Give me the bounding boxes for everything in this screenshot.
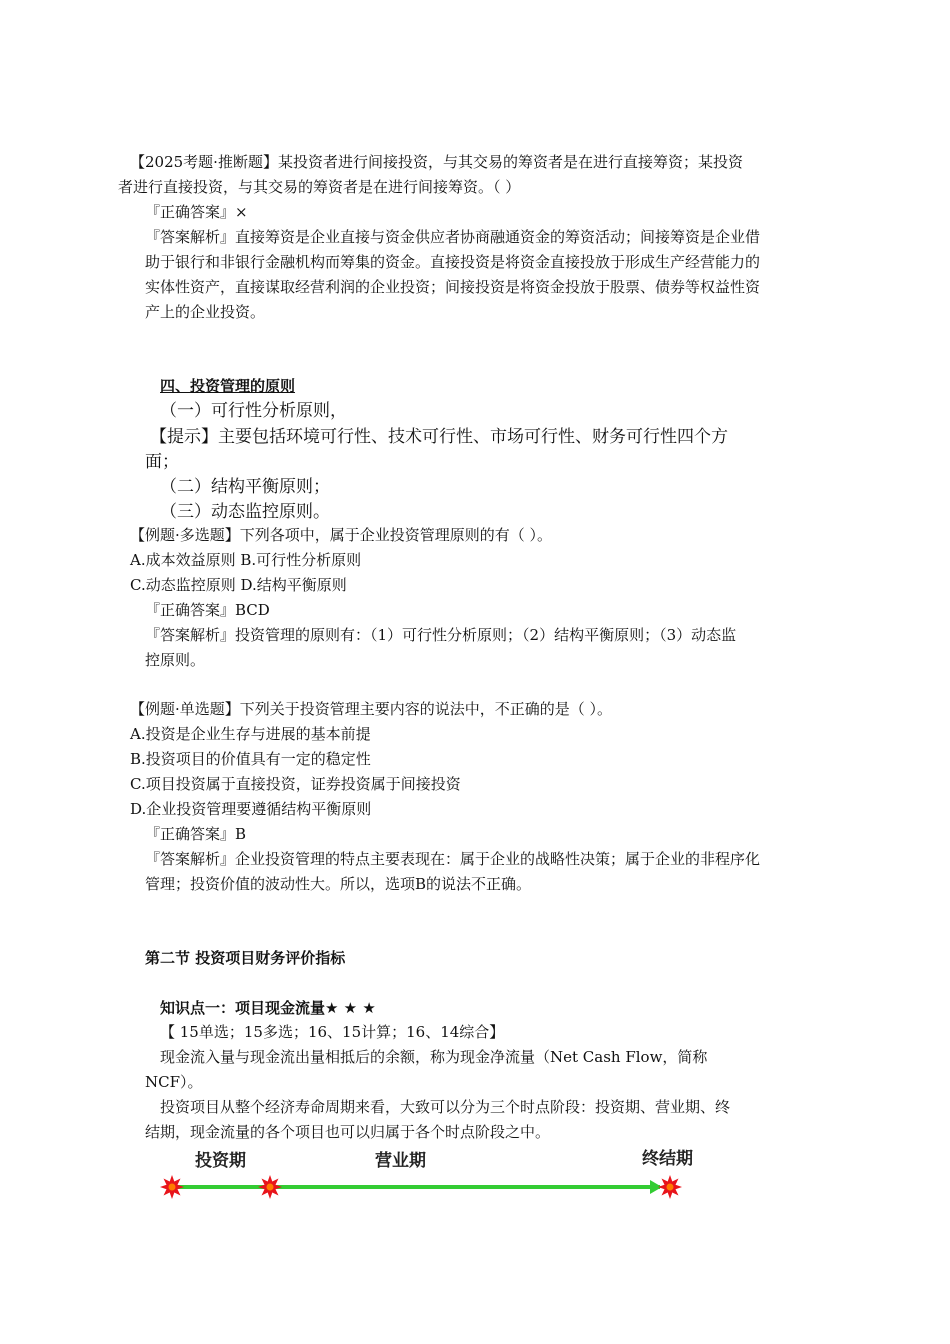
- q2-analysis-line1: 『答案解析』投资管理的原则有：（1）可行性分析原则；（2）结构平衡原则；（3）动态监: [145, 626, 737, 644]
- q2-options-ab: A.成本效益原则 B.可行性分析原则: [130, 551, 362, 569]
- q3-stem: 【例题·单选题】下列关于投资管理主要内容的说法中，不正确的是（ ）。: [130, 700, 613, 718]
- q1-stem-line1: 【2025考题·推断题】某投资者进行间接投资，与其交易的筹资者是在进行直接筹资；某投资: [130, 153, 743, 171]
- tip-line2: 面；: [145, 452, 179, 472]
- timeline-graphic: [150, 1140, 710, 1210]
- q2-options-cd: C.动态监控原则 D.结构平衡原则: [130, 576, 347, 594]
- q3-option-a: A.投资是企业生存与进展的基本前提: [130, 725, 371, 743]
- label-operating-period: 营业期: [375, 1151, 426, 1171]
- knowledge-point-title: 知识点一：项目现金流量★ ★ ★: [160, 999, 376, 1017]
- exam-frequency: 【 15单选；15多选；16、15计算；16、14综合】: [160, 1023, 505, 1041]
- section4-heading: 四、投资管理的原则: [160, 377, 296, 395]
- section2-heading: 第二节 投资项目财务评价指标: [145, 949, 346, 967]
- phases-line1: 投资项目从整个经济寿命周期来看，大致可以分为三个时点阶段：投资期、营业期、终: [160, 1098, 731, 1116]
- q1-analysis-line3: 实体性资产，直接谋取经营利润的企业投资；间接投资是将资金投放于股票、债券等权益性资: [145, 278, 761, 296]
- burst-star-icon: [160, 1175, 184, 1199]
- phases-line2: 结期，现金流量的各个项目也可以归属于各个时点阶段之中。: [145, 1123, 551, 1141]
- q1-analysis-line1: 『答案解析』直接筹资是企业直接与资金供应者协商融通资金的筹资活动；间接筹资是企业借: [145, 228, 761, 246]
- q1-analysis-line2: 助于银行和非银行金融机构而筹集的资金。直接投资是将资金直接投放于形成生产经营能力的: [145, 253, 761, 271]
- principle-1: （一）可行性分析原则，: [160, 401, 347, 421]
- ncf-definition-line1: 现金流入量与现金流出量相抵后的余额，称为现金净流量（Net Cash Flow，简称: [160, 1048, 708, 1066]
- q2-stem: 【例题·多选题】下列各项中，属于企业投资管理原则的有（ ）。: [130, 526, 553, 544]
- q1-stem-line2: 者进行直接投资，与其交易的筹资者是在进行间接筹资。（ ）: [118, 178, 521, 196]
- principle-3: （三）动态监控原则。: [160, 502, 330, 522]
- principle-2: （二）结构平衡原则；: [160, 477, 330, 497]
- burst-star-icon: [658, 1175, 682, 1199]
- q3-analysis-line1: 『答案解析』企业投资管理的特点主要表现在：属于企业的战略性决策；属于企业的非程序化: [145, 850, 761, 868]
- ncf-definition-line2: NCF）。: [145, 1073, 203, 1091]
- q3-answer: 『正确答案』B: [145, 825, 247, 843]
- label-investment-period: 投资期: [195, 1151, 246, 1171]
- tip-line1: 【提示】主要包括环境可行性、技术可行性、市场可行性、财务可行性四个方: [150, 427, 728, 447]
- q3-analysis-line2: 管理；投资价值的波动性大。所以，选项B的说法不正确。: [145, 875, 532, 893]
- label-terminal-period: 终结期: [642, 1149, 693, 1169]
- burst-star-icon: [258, 1175, 282, 1199]
- cash-flow-timeline: [150, 1140, 710, 1210]
- q3-option-c: C.项目投资属于直接投资，证券投资属于间接投资: [130, 775, 461, 793]
- q1-analysis-line4: 产上的企业投资。: [145, 303, 266, 321]
- q2-answer: 『正确答案』BCD: [145, 601, 270, 619]
- q3-option-d: D.企业投资管理要遵循结构平衡原则: [130, 800, 372, 818]
- q2-analysis-line2: 控原则。: [145, 651, 206, 669]
- q3-option-b: B.投资项目的价值具有一定的稳定性: [130, 750, 371, 768]
- q1-answer: 『正确答案』×: [145, 203, 248, 221]
